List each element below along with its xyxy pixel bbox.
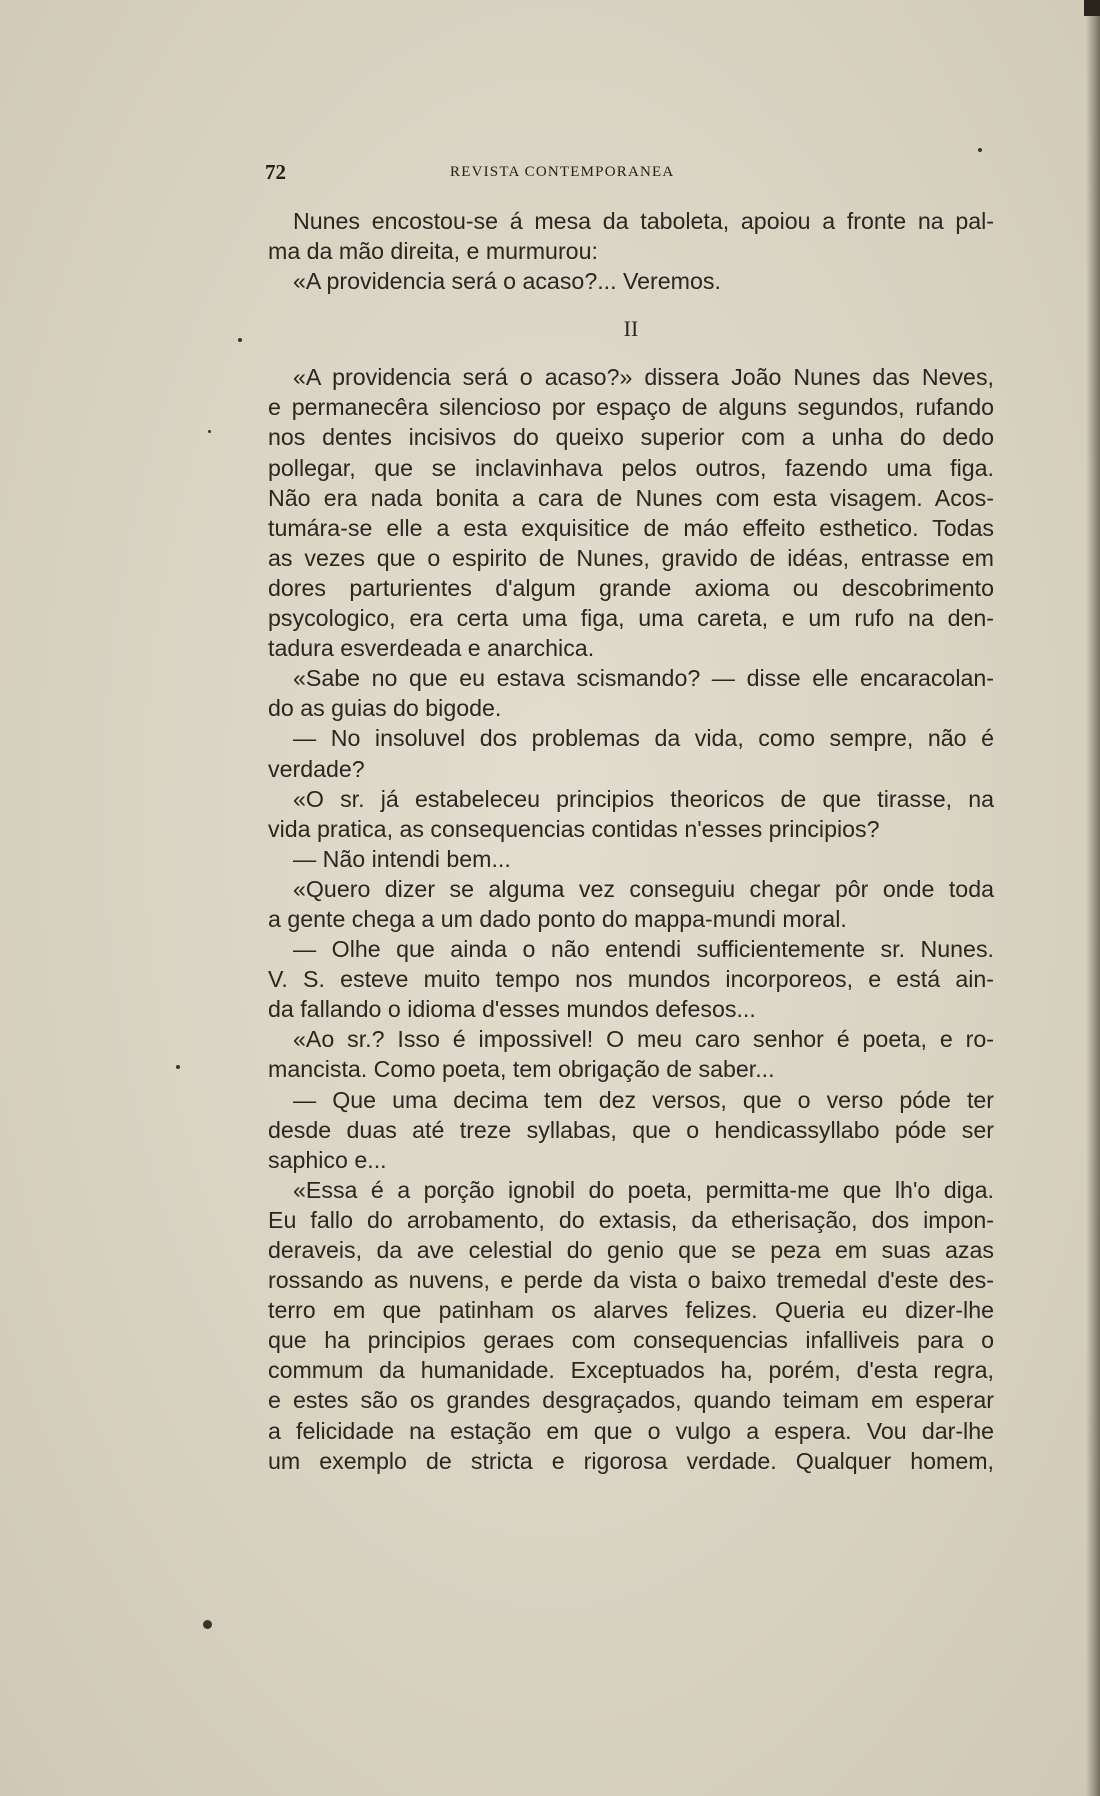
text-line: da fallando o idioma d'esses mundos defesos... (268, 996, 756, 1023)
text-line: verdade? (268, 755, 365, 782)
text-line: Não era nada bonita a cara de Nunes com esta visagem. Acos- (268, 484, 994, 511)
text-line: — Que uma decima tem dez versos, que o verso póde ter (293, 1086, 994, 1113)
text-line: um exemplo de stricta e rigorosa verdade. Qualquer homem, (268, 1447, 994, 1474)
text-line: V. S. esteve muito tempo nos mundos incorporeos, e está ain- (268, 966, 994, 993)
ink-speck (238, 338, 242, 342)
text-line: — Olhe que ainda o não entendi sufficientemente sr. Nunes. (293, 936, 994, 963)
text-line: mancista. Como poeta, tem obrigação de saber... (268, 1056, 775, 1083)
text-line: tadura esverdeada e anarchica. (268, 635, 595, 662)
page-number: 72 (265, 160, 286, 184)
text-line: e permanecêra silencioso por espaço de alguns segundos, rufando (268, 394, 994, 421)
ink-speck (176, 1065, 180, 1069)
running-title: REVISTA CONTEMPORANEA (450, 164, 675, 180)
text-line: as vezes que o espirito de Nunes, gravido de idéas, entrasse em (268, 544, 994, 571)
text-line: que ha principios geraes com consequencias infalliveis para o (268, 1327, 994, 1354)
text-line: — Não intendi bem... (293, 845, 511, 872)
text-line: ma da mão direita, e murmurou: (268, 238, 598, 265)
page-corner-mark (1084, 0, 1100, 16)
text-line: commum da humanidade. Exceptuados ha, porém, d'esta regra, (268, 1357, 994, 1384)
ink-speck (208, 430, 211, 433)
ink-speck (978, 148, 982, 152)
text-line: «Sabe no que eu estava scismando? — disse elle encaracolan- (293, 665, 994, 692)
text-line: — No insoluvel dos problemas da vida, como sempre, não é (293, 725, 994, 752)
text-line: psycologico, era certa uma figa, uma careta, e um rufo na den- (268, 605, 994, 632)
text-line: deraveis, da ave celestial do genio que se peza em suas azas (268, 1237, 994, 1263)
page-edge-shadow (1086, 0, 1100, 1796)
text-line: nos dentes incisivos do queixo superior com a unha do dedo (268, 424, 994, 451)
ink-speck (203, 1620, 212, 1629)
text-line: «O sr. já estabeleceu principios theoricos de que tirasse, na (293, 785, 994, 812)
text-line: «Essa é a porção ignobil do poeta, permitta-me que lh'o diga. (293, 1176, 994, 1203)
text-line: «A providencia será o acaso?... Veremos. (293, 268, 721, 295)
section-heading: II (623, 316, 639, 342)
text-line: saphico e... (268, 1146, 387, 1173)
text-line: terro em que patinham os alarves felizes. Queria eu dizer-lhe (268, 1297, 994, 1324)
text-line: tumára-se elle a esta exquisitice de máo effeito esthetico. Todas (268, 514, 994, 541)
page-header (265, 160, 995, 190)
text-line: e estes são os grandes desgraçados, quando teimam em esperar (268, 1387, 994, 1414)
text-line: vida pratica, as consequencias contidas n'esses principios? (268, 815, 880, 842)
text-line: a gente chega a um dado ponto do mappa-mundi moral. (268, 905, 847, 932)
text-line: «A providencia será o acaso?» dissera João Nunes das Neves, (293, 364, 994, 391)
text-line: do as guias do bigode. (268, 695, 502, 722)
text-line: «Ao sr.? Isso é impossivel! O meu caro senhor é poeta, e ro- (293, 1026, 994, 1053)
text-line: Nunes encostou-se á mesa da taboleta, apoiou a fronte na pal- (293, 208, 994, 234)
body-text (268, 206, 994, 1476)
text-line: desde duas até treze syllabas, que o hendicassyllabo póde ser (268, 1116, 994, 1143)
text-line: a felicidade na estação em que o vulgo a espera. Vou dar-lhe (268, 1417, 994, 1444)
text-line: pollegar, que se inclavinhava pelos outros, fazendo uma figa. (268, 454, 994, 481)
text-line: «Quero dizer se alguma vez conseguiu chegar pôr onde toda (293, 875, 994, 902)
text-line: dores parturientes d'algum grande axioma ou descobrimento (268, 574, 994, 601)
text-line: Eu fallo do arrobamento, do extasis, da etherisação, dos impon- (268, 1206, 994, 1233)
text-line: rossando as nuvens, e perde da vista o baixo tremedal d'este des- (268, 1267, 994, 1294)
